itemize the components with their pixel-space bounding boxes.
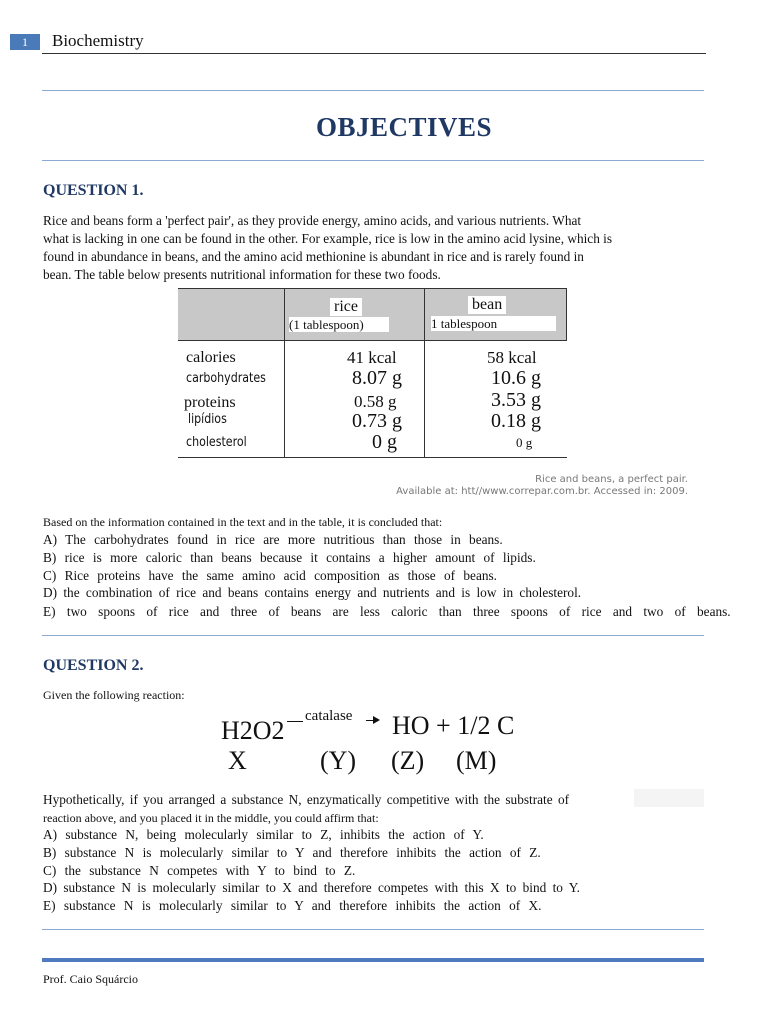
row-label: proteins [184,394,236,411]
question-2-title: QUESTION 2. [43,657,144,674]
answer-option-e: E) two spoons of rice and three of beans are less caloric than three spoons of rice and two of beans. [43,604,731,619]
question-1-prompt: Based on the information contained in the text and in the table, it is concluded that: [43,515,443,529]
header-title: Biochemistry [52,31,144,50]
divider [42,929,704,930]
reaction-enzyme: catalase [305,708,353,724]
question-2-intro: Given the following reaction: [43,688,185,702]
question-2-text: reaction above, and you placed it in the middle, you could affirm that: [43,811,379,825]
answer-option-b: B) substance N is molecularly similar to Y and therefore inhibits the action of Z. [43,845,541,860]
table-rule [178,457,567,458]
highlight-box [634,789,704,807]
reaction-products: HO + 1/2 C [392,711,515,740]
divider [42,90,704,91]
rice-value: 0 g [372,431,397,453]
rice-column-subtitle: (1 tablespoon) [289,317,389,332]
bean-column-subtitle: 1 tablespoon [431,316,556,331]
rice-value: 0.73 g [352,410,402,432]
footer-author: Prof. Caio Squárcio [43,972,138,986]
bean-value: 0.18 g [491,410,541,432]
rice-column-title: rice [330,298,362,316]
footer-divider [42,958,704,962]
answer-option-d: D) substance N is molecularly similar to X and therefore competes with this X to bind to Y. [43,880,580,895]
bean-value: 58 kcal [487,348,537,367]
rice-value: 8.07 g [352,367,402,389]
text-line: found in abundance in beans, and the amino acid methionine is abundant in rice and is rarely found in [43,249,584,264]
bean-value: 10.6 g [491,367,541,389]
divider [42,160,704,161]
table-rule [178,288,567,289]
answer-option-a: A) substance N, being molecularly similar to Z, inhibits the action of Y. [43,827,484,842]
text-line: Rice and beans form a 'perfect pair', as they provide energy, amino acids, and various nutrients. What [43,213,582,228]
table-column-rule [284,288,285,458]
caption-line: Rice and beans, a perfect pair. [535,474,688,485]
answer-option-c: C) Rice proteins have the same amino acid composition as those of beans. [43,568,498,583]
nutrition-table [178,288,567,458]
table-column-rule [424,288,425,458]
reaction-label: (Y) [320,746,357,775]
reaction-label: X [228,746,247,775]
reaction-arrow-line [366,720,373,721]
table-rule [178,340,567,341]
table-header-band [178,288,567,340]
caption-line: Available at: htt//www.correpar.com.br. Accessed in: 2009. [396,486,688,497]
answer-option-a: A) The carbohydrates found in rice are more nutritious than those in beans. [43,532,503,547]
answer-option-e: E) substance N is molecularly similar to Y and therefore inhibits the action of X. [43,898,542,913]
bean-value: 0 g [516,435,533,450]
answer-option-d: D) the combination of rice and beans contains energy and nutrients and is low in cholesterol. [43,585,582,600]
row-label: cholesterol [186,435,247,450]
text-line: bean. The table below presents nutritional information for these two foods. [43,267,441,282]
reaction-label: (Z) [391,746,425,775]
reaction-label: (M) [456,746,497,775]
arrow-right-icon [373,716,380,724]
table-column-rule [566,288,567,340]
bean-column-title: bean [468,296,506,314]
bean-value: 3.53 g [491,389,541,411]
divider [42,635,704,636]
row-label: lipídios [188,412,227,427]
rice-value: 0.58 g [354,392,397,411]
question-1-title: QUESTION 1. [43,182,144,199]
page-number: 1 [10,34,40,50]
row-label: calories [186,349,236,366]
header-divider [42,53,706,54]
reaction-reactant: H2O2 [221,716,285,745]
table-caption [380,474,688,498]
page-title: OBJECTIVES [315,112,493,142]
question-1-text [43,212,683,284]
row-label: carbohydrates [186,371,266,386]
rice-value: 41 kcal [347,348,397,367]
reaction-arrow-line [287,721,303,722]
text-line: what is lacking in one can be found in the other. For example, rice is low in the amino acid lysine, which is [43,231,613,246]
answer-option-c: C) the substance N competes with Y to bind to Z. [43,863,356,878]
question-2-text: Hypothetically, if you arranged a substance N, enzymatically competitive with the substrate of [43,792,570,807]
answer-option-b: B) rice is more caloric than beans because it contains a higher amount of lipids. [43,550,536,565]
